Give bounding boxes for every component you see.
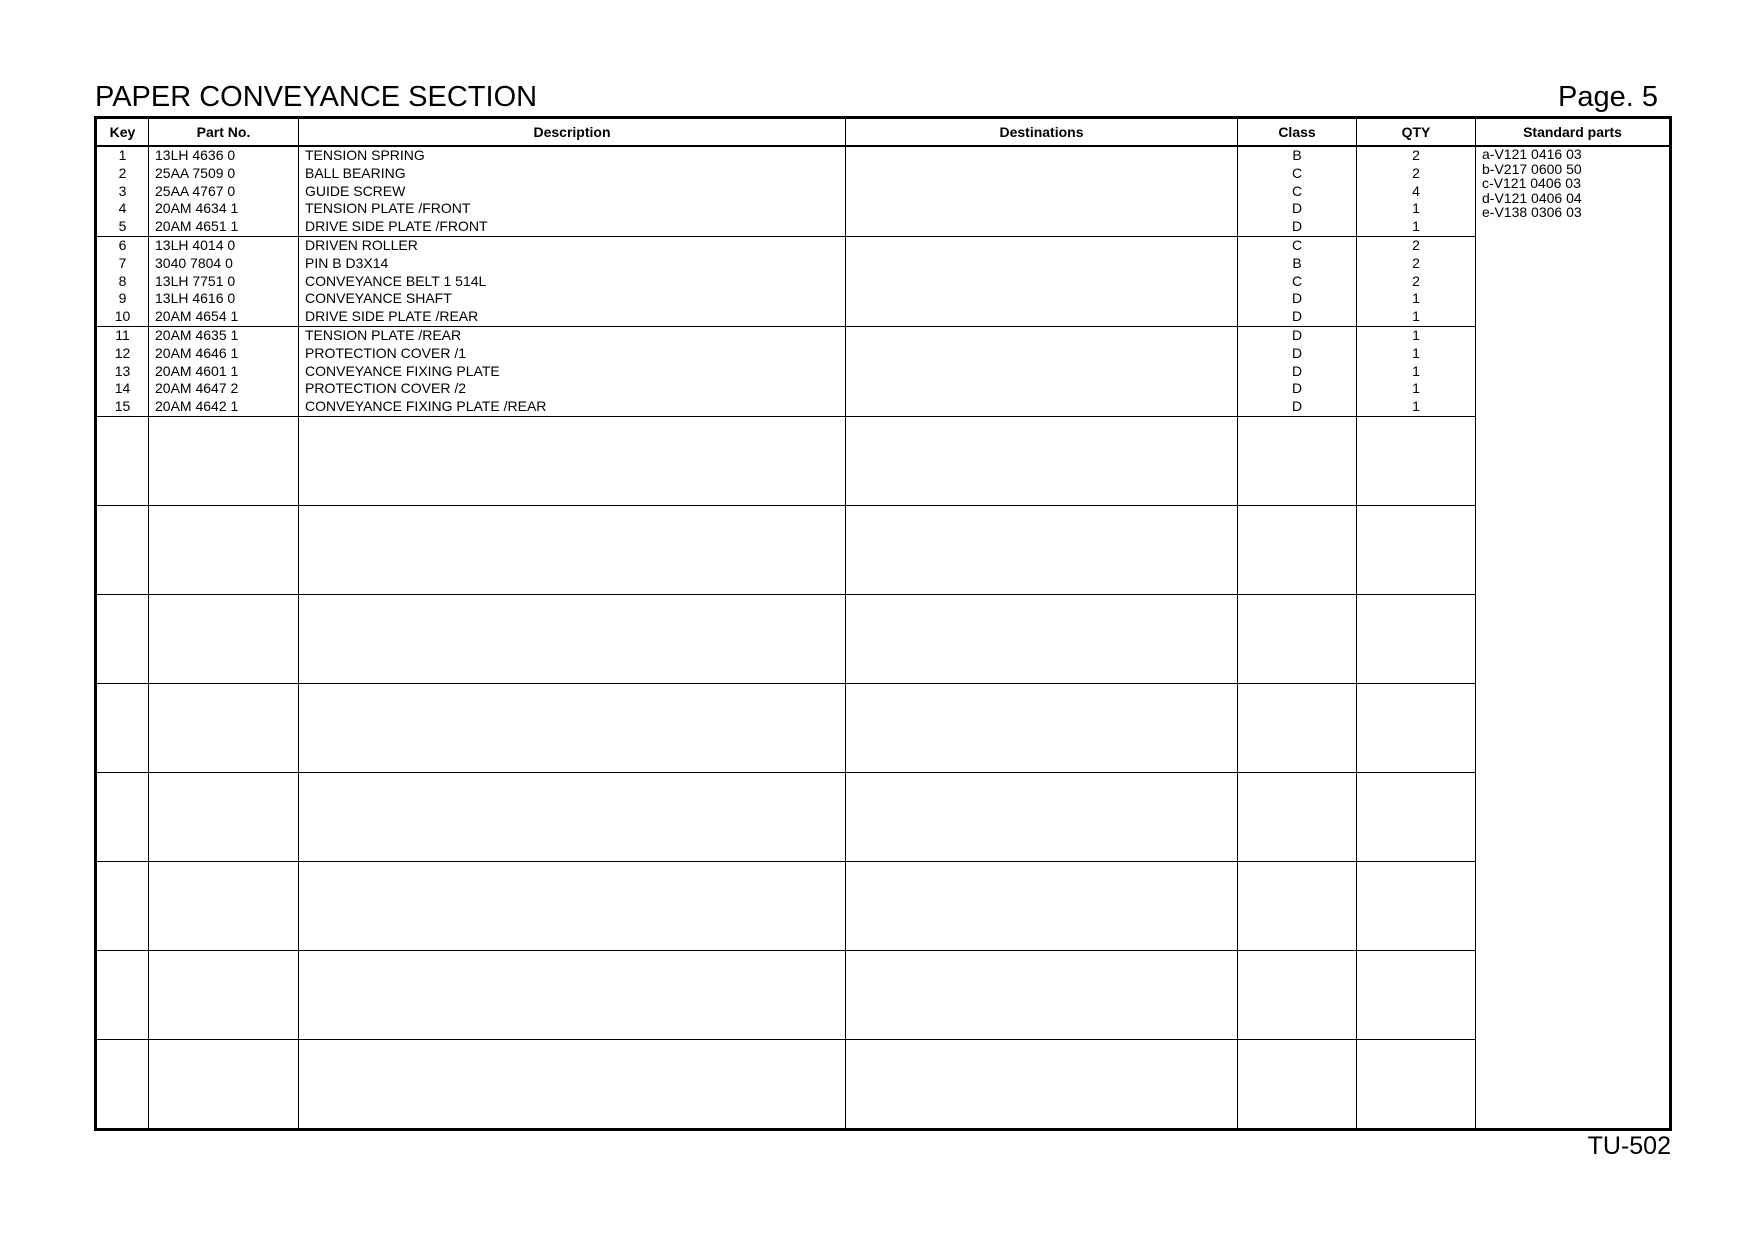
item-description: CONVEYANCE FIXING PLATE /REAR: [305, 398, 547, 415]
item-qty: 2: [1412, 164, 1420, 181]
part-cell: [149, 773, 299, 862]
cls-cell: [1238, 237, 1357, 327]
item-part-no: 25AA 4767 0: [155, 182, 236, 199]
destinations-cell: [846, 237, 1238, 327]
table-row-empty: [96, 417, 1671, 506]
key-cell: [96, 327, 149, 417]
item-qty: 1: [1412, 218, 1420, 235]
table-row-empty: [96, 684, 1671, 773]
qty-cell: [1357, 417, 1476, 506]
destinations-cell: [846, 773, 1238, 862]
table-row-empty: [96, 595, 1671, 684]
item-part-no: 20AM 4642 1: [155, 398, 239, 415]
standard-part-item: a-V121 0416 03: [1482, 146, 1582, 162]
key-cell: [96, 773, 149, 862]
qty-cell: [1357, 146, 1476, 237]
item-qty: 1: [1412, 290, 1420, 307]
part-cell: [149, 862, 299, 951]
destinations-cell: [846, 417, 1238, 506]
item-class: C: [1291, 237, 1303, 253]
item-part-no: 20AM 4646 1: [155, 344, 239, 361]
item-qty: 1: [1412, 380, 1420, 397]
page-number: Page. 5: [1558, 81, 1658, 113]
qty-cell: [1357, 951, 1476, 1040]
cls-cell: [1238, 951, 1357, 1040]
qty-cell: [1357, 773, 1476, 862]
item-class: C: [1291, 164, 1303, 181]
item-key: 13: [114, 362, 131, 379]
item-description: PIN B D3X14: [305, 254, 389, 271]
item-part-no: 20AM 4635 1: [155, 327, 239, 343]
item-key: 15: [114, 398, 131, 415]
qty-cell: [1357, 327, 1476, 417]
cls-cell: [1238, 595, 1357, 684]
item-description: BALL BEARING: [305, 164, 406, 181]
cls-cell: [1238, 773, 1357, 862]
standard-part-item: c-V121 0406 03: [1482, 175, 1581, 192]
item-qty: 1: [1412, 327, 1420, 343]
destinations-cell: [846, 684, 1238, 773]
item-qty: 2: [1412, 237, 1420, 253]
item-description: PROTECTION COVER /2: [305, 380, 467, 397]
desc-cell: [299, 862, 846, 951]
item-key: 10: [114, 308, 131, 325]
cls-cell: [1238, 146, 1357, 237]
cls-cell: [1238, 417, 1357, 506]
qty-cell: [1357, 237, 1476, 327]
part-cell: [149, 237, 299, 327]
table-row-empty: [96, 506, 1671, 595]
cls-cell: [1238, 327, 1357, 417]
column-header-destinations: Destinations: [846, 118, 1238, 147]
item-class: D: [1291, 327, 1303, 343]
item-key: 5: [118, 218, 127, 235]
key-cell: [96, 684, 149, 773]
key-cell: [96, 506, 149, 595]
page-title: PAPER CONVEYANCE SECTION: [95, 81, 538, 113]
item-class: D: [1291, 290, 1303, 307]
desc-cell: [299, 237, 846, 327]
desc-cell: [299, 506, 846, 595]
item-qty: 1: [1412, 362, 1420, 379]
part-cell: [149, 327, 299, 417]
part-cell: [149, 417, 299, 506]
item-part-no: 20AM 4651 1: [155, 218, 239, 235]
item-class: D: [1291, 200, 1303, 217]
key-cell: [96, 595, 149, 684]
item-qty: 1: [1412, 344, 1420, 361]
item-qty: 2: [1412, 254, 1420, 271]
item-class: B: [1292, 254, 1302, 271]
destinations-cell: [846, 327, 1238, 417]
qty-cell: [1357, 684, 1476, 773]
column-header-class: Class: [1238, 118, 1357, 147]
cls-cell: [1238, 1040, 1357, 1130]
standard-part-item: e-V138 0306 03: [1482, 204, 1582, 221]
item-key: 14: [114, 380, 131, 397]
item-key: 2: [118, 164, 127, 181]
part-cell: [149, 684, 299, 773]
item-part-no: 13LH 4014 0: [155, 237, 236, 253]
item-part-no: 3040 7804 0: [155, 254, 233, 271]
table-row-group: [96, 327, 1671, 417]
part-cell: [149, 1040, 299, 1130]
part-cell: [149, 595, 299, 684]
key-cell: [96, 146, 149, 237]
item-description: GUIDE SCREW: [305, 182, 406, 199]
item-key: 11: [115, 327, 130, 343]
key-cell: [96, 417, 149, 506]
destinations-cell: [846, 1040, 1238, 1130]
cls-cell: [1238, 684, 1357, 773]
destinations-cell: [846, 595, 1238, 684]
item-qty: 1: [1412, 200, 1420, 217]
item-key: 6: [118, 237, 127, 253]
item-class: D: [1291, 398, 1303, 415]
standard-part-item: b-V217 0600 50: [1482, 160, 1582, 177]
standard-parts-cell: [1476, 146, 1671, 1130]
table-row-empty: [96, 862, 1671, 951]
parts-table-body: [96, 146, 1671, 1130]
item-description: TENSION SPRING: [305, 147, 425, 163]
item-class: D: [1291, 308, 1303, 325]
standard-part-item: d-V121 0406 04: [1482, 189, 1582, 206]
column-header-standard-parts: Standard parts: [1476, 118, 1671, 147]
item-key: 9: [118, 290, 127, 307]
table-row-empty: [96, 951, 1671, 1040]
cls-cell: [1238, 862, 1357, 951]
desc-cell: [299, 1040, 846, 1130]
item-description: CONVEYANCE SHAFT: [305, 290, 452, 307]
desc-cell: [299, 773, 846, 862]
item-qty: 2: [1412, 272, 1420, 289]
item-qty: 1: [1412, 398, 1420, 415]
key-cell: [96, 862, 149, 951]
item-key: 12: [114, 344, 131, 361]
item-class: D: [1291, 380, 1303, 397]
column-header-qty: QTY: [1357, 118, 1476, 147]
table-row-group: [96, 237, 1671, 327]
cls-cell: [1238, 506, 1357, 595]
item-description: DRIVEN ROLLER: [305, 237, 418, 253]
part-cell: [149, 146, 299, 237]
key-cell: [96, 1040, 149, 1130]
parts-table: [94, 116, 1672, 1131]
item-key: 4: [118, 200, 127, 217]
item-description: DRIVE SIDE PLATE /REAR: [305, 308, 479, 325]
table-row-group: [96, 146, 1671, 237]
column-header-key: Key: [96, 118, 149, 147]
destinations-cell: [846, 862, 1238, 951]
part-cell: [149, 506, 299, 595]
table-row-empty: [96, 1040, 1671, 1130]
item-qty: 2: [1412, 147, 1420, 163]
destinations-cell: [846, 951, 1238, 1040]
desc-cell: [299, 951, 846, 1040]
desc-cell: [299, 327, 846, 417]
item-part-no: 20AM 4647 2: [155, 380, 239, 397]
desc-cell: [299, 595, 846, 684]
item-qty: 1: [1412, 308, 1420, 325]
item-class: C: [1291, 272, 1303, 289]
key-cell: [96, 237, 149, 327]
item-key: 1: [118, 147, 127, 163]
item-part-no: 25AA 7509 0: [155, 164, 236, 181]
item-class: B: [1292, 147, 1302, 163]
item-qty: 4: [1412, 182, 1420, 199]
desc-cell: [299, 146, 846, 237]
item-part-no: 20AM 4601 1: [155, 362, 239, 379]
item-key: 7: [118, 254, 127, 271]
item-description: PROTECTION COVER /1: [305, 344, 467, 361]
table-row-empty: [96, 773, 1671, 862]
item-part-no: 20AM 4654 1: [155, 308, 239, 325]
item-part-no: 13LH 4616 0: [155, 290, 236, 307]
item-description: CONVEYANCE BELT 1 514L: [305, 272, 487, 289]
model-number: TU-502: [1587, 1132, 1671, 1160]
column-header-part-no: Part No.: [149, 118, 299, 147]
item-part-no: 13LH 7751 0: [155, 272, 236, 289]
qty-cell: [1357, 506, 1476, 595]
column-header-description: Description: [299, 118, 846, 147]
item-class: D: [1291, 218, 1303, 235]
item-class: D: [1291, 362, 1303, 379]
item-class: D: [1291, 344, 1303, 361]
qty-cell: [1357, 862, 1476, 951]
item-description: TENSION PLATE /FRONT: [305, 200, 471, 217]
desc-cell: [299, 417, 846, 506]
part-cell: [149, 951, 299, 1040]
table-header-row: [96, 118, 1671, 147]
item-part-no: 13LH 4636 0: [155, 147, 236, 163]
item-description: CONVEYANCE FIXING PLATE: [305, 362, 500, 379]
item-key: 8: [118, 272, 127, 289]
item-description: DRIVE SIDE PLATE /FRONT: [305, 218, 488, 235]
destinations-cell: [846, 506, 1238, 595]
item-part-no: 20AM 4634 1: [155, 200, 239, 217]
destinations-cell: [846, 146, 1238, 237]
item-class: C: [1291, 182, 1303, 199]
key-cell: [96, 951, 149, 1040]
qty-cell: [1357, 595, 1476, 684]
desc-cell: [299, 684, 846, 773]
item-description: TENSION PLATE /REAR: [305, 327, 462, 343]
qty-cell: [1357, 1040, 1476, 1130]
item-key: 3: [118, 182, 127, 199]
